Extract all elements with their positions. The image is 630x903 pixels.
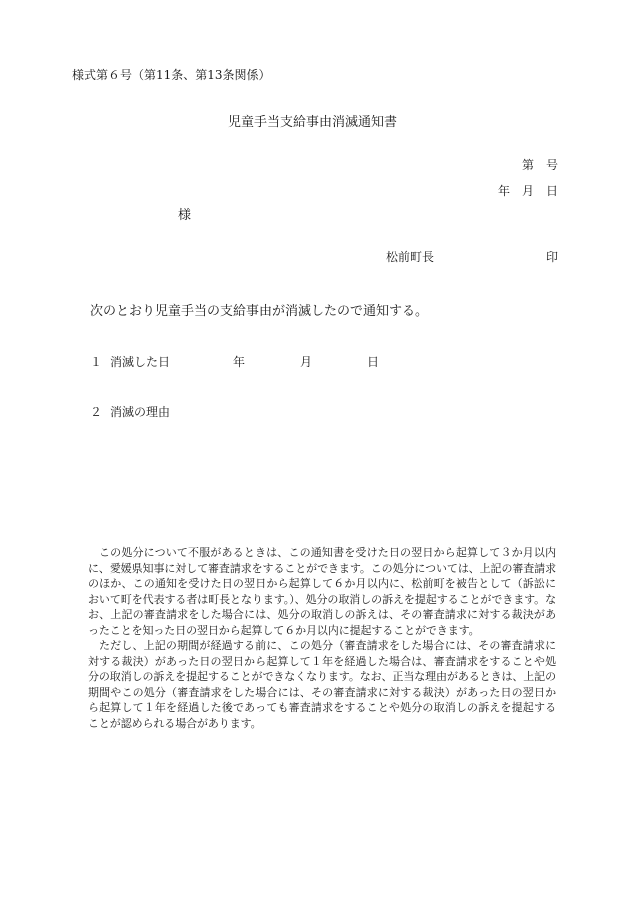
issue-number-label: 第 号 (521, 158, 558, 172)
issuer-name: 松前町長 (386, 250, 435, 264)
appeal-notice-paragraph: ただし、上記の期間が経過する前に、この処分（審査請求をした場合には、その審査請求に対する裁決）があった日の翌日から起算して１年を経過した場合は、審査請求をすることや処分の取消しの訴えを提起することができなくなります。なお、正当な理由があるときは、上記の期間やこの処分（審査請求をした場合には、その審査請求に対する裁決）があった日の翌日から起算して１年を経過した後であっても審査請求をすることや処分の取消しの訴えを提起することが認められる場合があります。 (88, 639, 556, 730)
issue-date-line: 年 月 日 (497, 184, 558, 198)
intro-sentence: 次のとおり児童手当の支給事由が消滅したので通知する。 (90, 304, 429, 319)
seal-mark: 印 (545, 250, 558, 264)
item-label: 消滅の理由 (110, 405, 171, 419)
year-label: 年 (233, 355, 246, 369)
month-label: 月 (300, 355, 313, 369)
day-label: 日 (367, 355, 380, 369)
appeal-notice-paragraph: この処分について不服があるときは、この通知書を受けた日の翌日から起算して３か月以内に、愛媛県知事に対して審査請求をすることができます。この処分については、上記の審査請求のほか、この通知を受けた日の翌日から起算して６か月以内に、松前町を被告として（訴訟において町を代表する者は町長となります。）、処分の取消しの訴えを提起することができます。なお、上記の審査請求をした場合には、処分の取消しの訴えは、その審査請求に対する裁決があったことを知った日の翌日から起算して６か月以内に提起することができます。 (88, 546, 556, 637)
appeal-notice (88, 545, 556, 731)
form-number: 様式第６号（第11条、第13条関係） (72, 68, 271, 82)
item-number: １ (90, 355, 103, 369)
item-label: 消滅した日 (110, 355, 171, 369)
document-title: 児童手当支給事由消滅通知書 (228, 115, 398, 130)
recipient-honorific: 様 (178, 208, 192, 223)
item-number: ２ (90, 405, 103, 419)
